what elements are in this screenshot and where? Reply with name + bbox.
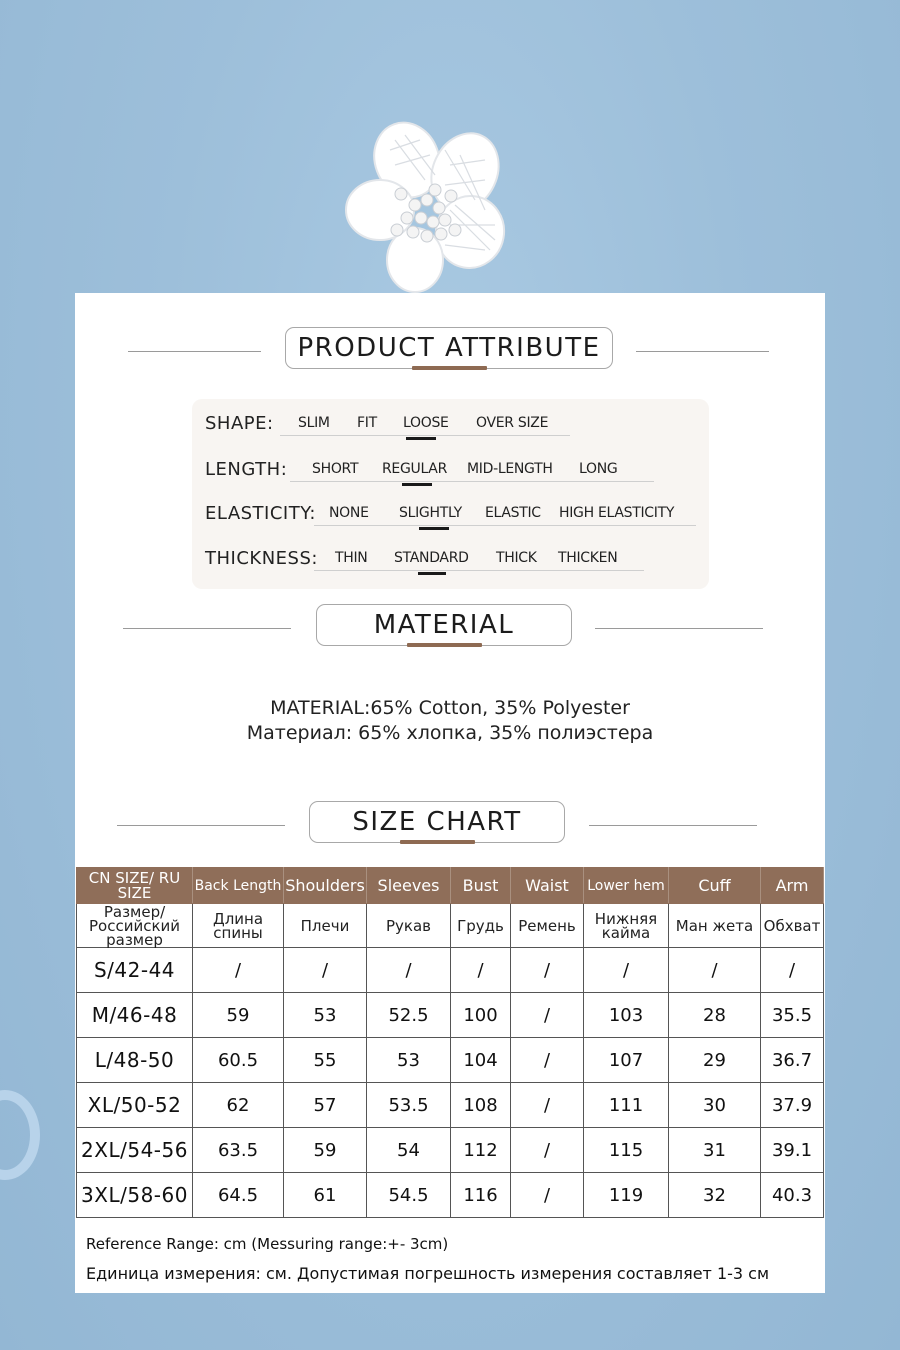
- table-header-cell: Lower hem: [584, 868, 669, 904]
- measurement-cell: /: [584, 948, 669, 993]
- attribute-section-header: [75, 327, 825, 377]
- measurement-cell: 59: [193, 993, 284, 1038]
- attribute-label: THICKNESS:: [205, 548, 318, 569]
- attribute-option: THICK: [496, 550, 537, 566]
- measurement-cell: 35.5: [761, 993, 824, 1038]
- title-accent-bar: [400, 840, 475, 844]
- measurement-cell: 116: [451, 1173, 511, 1218]
- measurement-cell: 36.7: [761, 1038, 824, 1083]
- measurement-cell: 62: [193, 1083, 284, 1128]
- material-section-title: MATERIAL: [316, 604, 572, 646]
- measurement-cell: 64.5: [193, 1173, 284, 1218]
- measurement-cell: 108: [451, 1083, 511, 1128]
- table-header-cell-ru: Размер/ Российский размер: [77, 904, 193, 948]
- measurement-cell: /: [511, 1128, 584, 1173]
- size-table-body: [77, 948, 824, 1218]
- measurement-cell: 32: [669, 1173, 761, 1218]
- table-header-cell: CN SIZE/ RU SIZE: [77, 868, 193, 904]
- table-header-cell: Arm: [761, 868, 824, 904]
- measurement-cell: 53: [284, 993, 367, 1038]
- selected-marker: [402, 483, 432, 486]
- measurement-cell: /: [367, 948, 451, 993]
- table-header-cell-ru: Плечи: [284, 904, 367, 948]
- header-divider-left: [128, 351, 261, 352]
- measurement-cell: 60.5: [193, 1038, 284, 1083]
- material-section-header: [75, 604, 825, 654]
- size-chart-section-title: SIZE CHART: [309, 801, 565, 843]
- table-header-cell: Sleeves: [367, 868, 451, 904]
- material-composition-ru: Материал: 65% хлопка, 35% полиэстера: [246, 722, 654, 744]
- measurement-cell: 103: [584, 993, 669, 1038]
- measurement-cell: 53.5: [367, 1083, 451, 1128]
- table-row: [77, 1173, 824, 1218]
- table-row: [77, 1128, 824, 1173]
- measurement-cell: /: [511, 1173, 584, 1218]
- measurement-cell: 31: [669, 1128, 761, 1173]
- table-header-cell: Bust: [451, 868, 511, 904]
- selected-marker: [418, 572, 446, 575]
- measurement-cell: 30: [669, 1083, 761, 1128]
- attribute-option: FIT: [357, 415, 377, 431]
- attribute-label: ELASTICITY:: [205, 503, 316, 524]
- measurement-cell: /: [451, 948, 511, 993]
- attribute-option-selected: SLIGHTLY: [399, 505, 462, 521]
- size-label-cell: 3XL/58-60: [77, 1173, 193, 1218]
- attribute-row-elasticity: [192, 497, 709, 537]
- attribute-option: HIGH ELASTICITY: [559, 505, 675, 521]
- measurement-cell: 59: [284, 1128, 367, 1173]
- table-row: [77, 948, 824, 993]
- table-header-cell: Cuff: [669, 868, 761, 904]
- attribute-option: THIN: [335, 550, 368, 566]
- selected-marker: [406, 437, 436, 440]
- measurement-cell: 112: [451, 1128, 511, 1173]
- measurement-cell: 57: [284, 1083, 367, 1128]
- attribute-option-selected: LOOSE: [403, 415, 449, 431]
- table-header-cell-ru: Грудь: [451, 904, 511, 948]
- header-divider-right: [636, 351, 769, 352]
- header-divider-right: [595, 628, 763, 629]
- measurement-cell: 54: [367, 1128, 451, 1173]
- measurement-cell: /: [761, 948, 824, 993]
- size-label-cell: M/46-48: [77, 993, 193, 1038]
- measurement-cell: /: [669, 948, 761, 993]
- measurement-cell: 37.9: [761, 1083, 824, 1128]
- measurement-cell: 119: [584, 1173, 669, 1218]
- size-label-cell: L/48-50: [77, 1038, 193, 1083]
- attribute-option: MID-LENGTH: [467, 461, 553, 477]
- measurement-note-ru: Единица измерения: см. Допустимая погрешность измерения составляет 1-3 см: [86, 1264, 770, 1283]
- measurement-cell: 40.3: [761, 1173, 824, 1218]
- table-header-row-ru: [77, 904, 824, 948]
- attribute-section-title: PRODUCT ATTRIBUTE: [285, 327, 613, 369]
- attribute-option: THICKEN: [558, 550, 618, 566]
- lace-flower-decoration: [335, 110, 525, 300]
- measurement-cell: 111: [584, 1083, 669, 1128]
- attribute-option: SLIM: [298, 415, 330, 431]
- size-chart-section-header: [75, 801, 825, 851]
- measurement-cell: 28: [669, 993, 761, 1038]
- attribute-option: LONG: [579, 461, 618, 477]
- measurement-cell: 53: [367, 1038, 451, 1083]
- table-header-cell: Waist: [511, 868, 584, 904]
- measurement-cell: 52.5: [367, 993, 451, 1038]
- measurement-cell: 100: [451, 993, 511, 1038]
- measurement-cell: 61: [284, 1173, 367, 1218]
- table-row: [77, 1083, 824, 1128]
- selected-marker: [419, 527, 449, 530]
- title-accent-bar: [407, 643, 482, 647]
- measurement-cell: 55: [284, 1038, 367, 1083]
- table-row: [77, 1038, 824, 1083]
- table-header-cell: Back Length: [193, 868, 284, 904]
- measurement-cell: /: [511, 1083, 584, 1128]
- table-header-cell-ru: Нижняя кайма: [584, 904, 669, 948]
- attribute-row-shape: [192, 407, 709, 447]
- measurement-cell: 54.5: [367, 1173, 451, 1218]
- background-ring-decoration: [0, 1090, 40, 1180]
- size-chart-table: [76, 867, 824, 1218]
- table-header-cell: Shoulders: [284, 868, 367, 904]
- table-header-cell-ru: Ман жета: [669, 904, 761, 948]
- header-divider-left: [123, 628, 291, 629]
- attribute-option-selected: REGULAR: [382, 461, 447, 477]
- measurement-cell: /: [511, 948, 584, 993]
- table-header-cell-ru: Рукав: [367, 904, 451, 948]
- table-header-cell-ru: Длина спины: [193, 904, 284, 948]
- header-divider-left: [117, 825, 285, 826]
- attribute-option: OVER SIZE: [476, 415, 549, 431]
- attribute-row-length: [192, 453, 709, 493]
- measurement-cell: /: [511, 993, 584, 1038]
- measurement-cell: 39.1: [761, 1128, 824, 1173]
- title-accent-bar: [412, 366, 487, 370]
- header-divider-right: [589, 825, 757, 826]
- attribute-option: ELASTIC: [485, 505, 541, 521]
- measurement-cell: 107: [584, 1038, 669, 1083]
- attribute-option-selected: STANDARD: [394, 550, 469, 566]
- size-label-cell: S/42-44: [77, 948, 193, 993]
- size-label-cell: XL/50-52: [77, 1083, 193, 1128]
- table-header-row: [77, 868, 824, 904]
- measurement-cell: 29: [669, 1038, 761, 1083]
- attribute-option: NONE: [329, 505, 369, 521]
- table-header-cell-ru: Обхват: [761, 904, 824, 948]
- measurement-cell: 104: [451, 1038, 511, 1083]
- measurement-cell: 63.5: [193, 1128, 284, 1173]
- measurement-cell: /: [284, 948, 367, 993]
- material-composition-en: MATERIAL:65% Cotton, 35% Polyester: [270, 697, 630, 719]
- measurement-cell: /: [193, 948, 284, 993]
- measurement-cell: 115: [584, 1128, 669, 1173]
- attribute-label: SHAPE:: [205, 413, 274, 434]
- table-header-cell-ru: Ремень: [511, 904, 584, 948]
- measurement-cell: /: [511, 1038, 584, 1083]
- reference-range-note: Reference Range: cm (Messuring range:+- 3cm): [86, 1235, 449, 1253]
- attribute-row-thickness: [192, 542, 709, 582]
- table-row: [77, 993, 824, 1038]
- attribute-label: LENGTH:: [205, 459, 288, 480]
- attribute-option: SHORT: [312, 461, 359, 477]
- product-info-card: [75, 293, 825, 1293]
- size-label-cell: 2XL/54-56: [77, 1128, 193, 1173]
- attribute-panel: [192, 399, 709, 589]
